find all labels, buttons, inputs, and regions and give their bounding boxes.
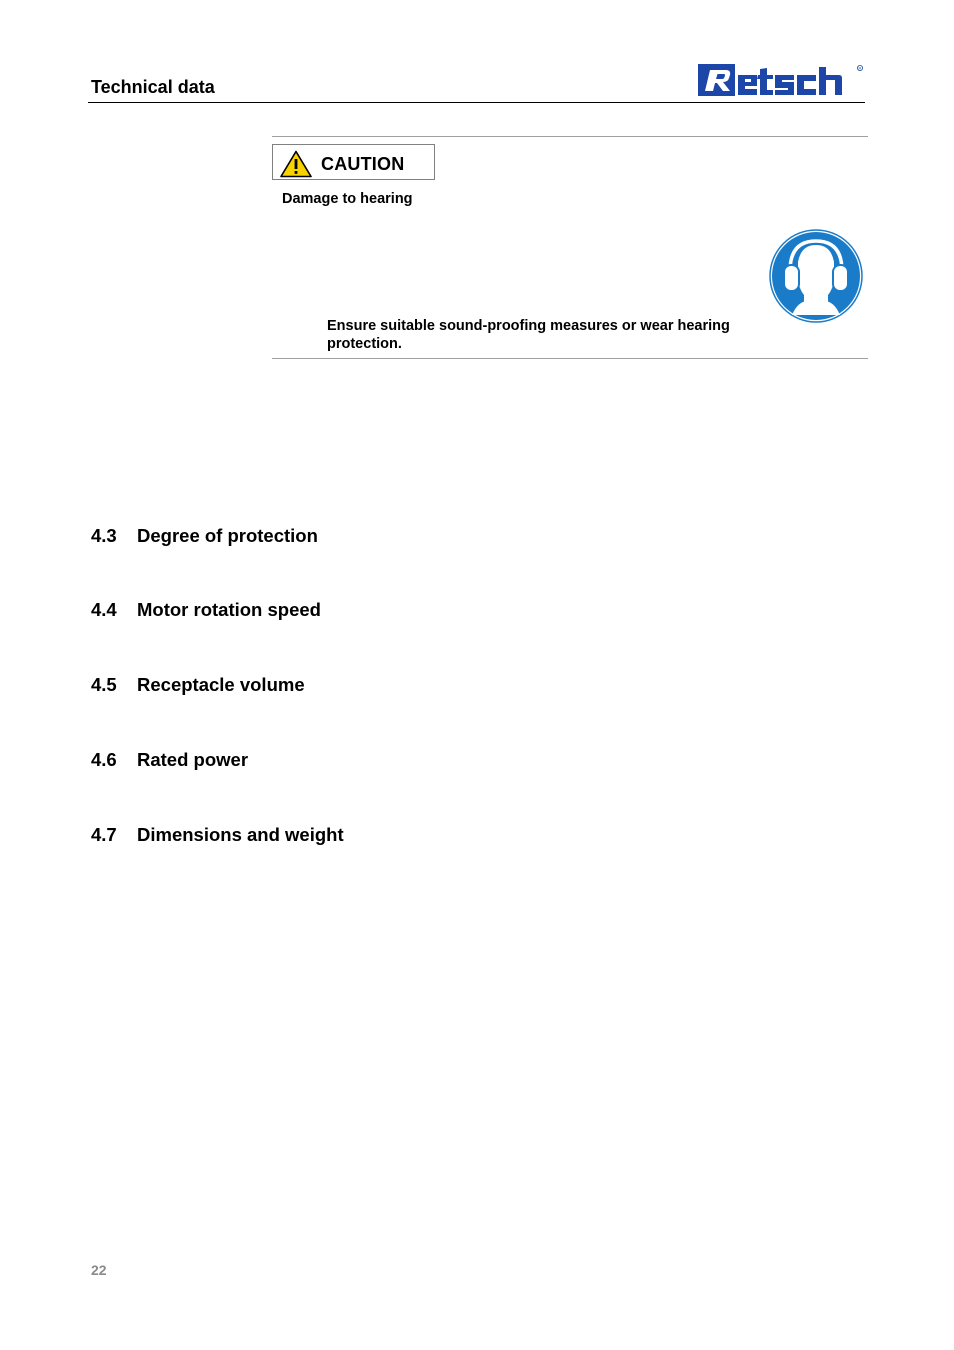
section-title: Dimensions and weight — [137, 824, 344, 845]
page-number: 22 — [91, 1262, 107, 1278]
section-title: Motor rotation speed — [137, 599, 321, 620]
warning-top-rule — [272, 136, 868, 137]
section-number: 4.6 — [91, 749, 117, 770]
page-header-title: Technical data — [91, 77, 215, 97]
header-rule — [88, 102, 865, 103]
signal-word: CAUTION — [321, 154, 405, 174]
section-number: 4.7 — [91, 824, 117, 845]
section-number: 4.4 — [91, 599, 117, 620]
hearing-protection-sign-icon — [768, 229, 864, 323]
section-title: Rated power — [137, 749, 249, 770]
section-title: Degree of protection — [137, 525, 318, 546]
warning-instruction: Ensure suitable sound-proofing measures or wear hearing protection. — [327, 318, 730, 352]
section-title: Receptacle volume — [137, 674, 305, 695]
caution-label-box — [272, 144, 435, 180]
svg-text:R: R — [858, 65, 862, 71]
section-number: 4.5 — [91, 674, 117, 695]
hazard-title: Damage to hearing — [282, 191, 413, 207]
warning-triangle-icon — [280, 150, 312, 178]
section-number: 4.3 — [91, 525, 117, 546]
warning-bottom-rule — [272, 358, 868, 359]
retsch-logo — [697, 62, 865, 98]
